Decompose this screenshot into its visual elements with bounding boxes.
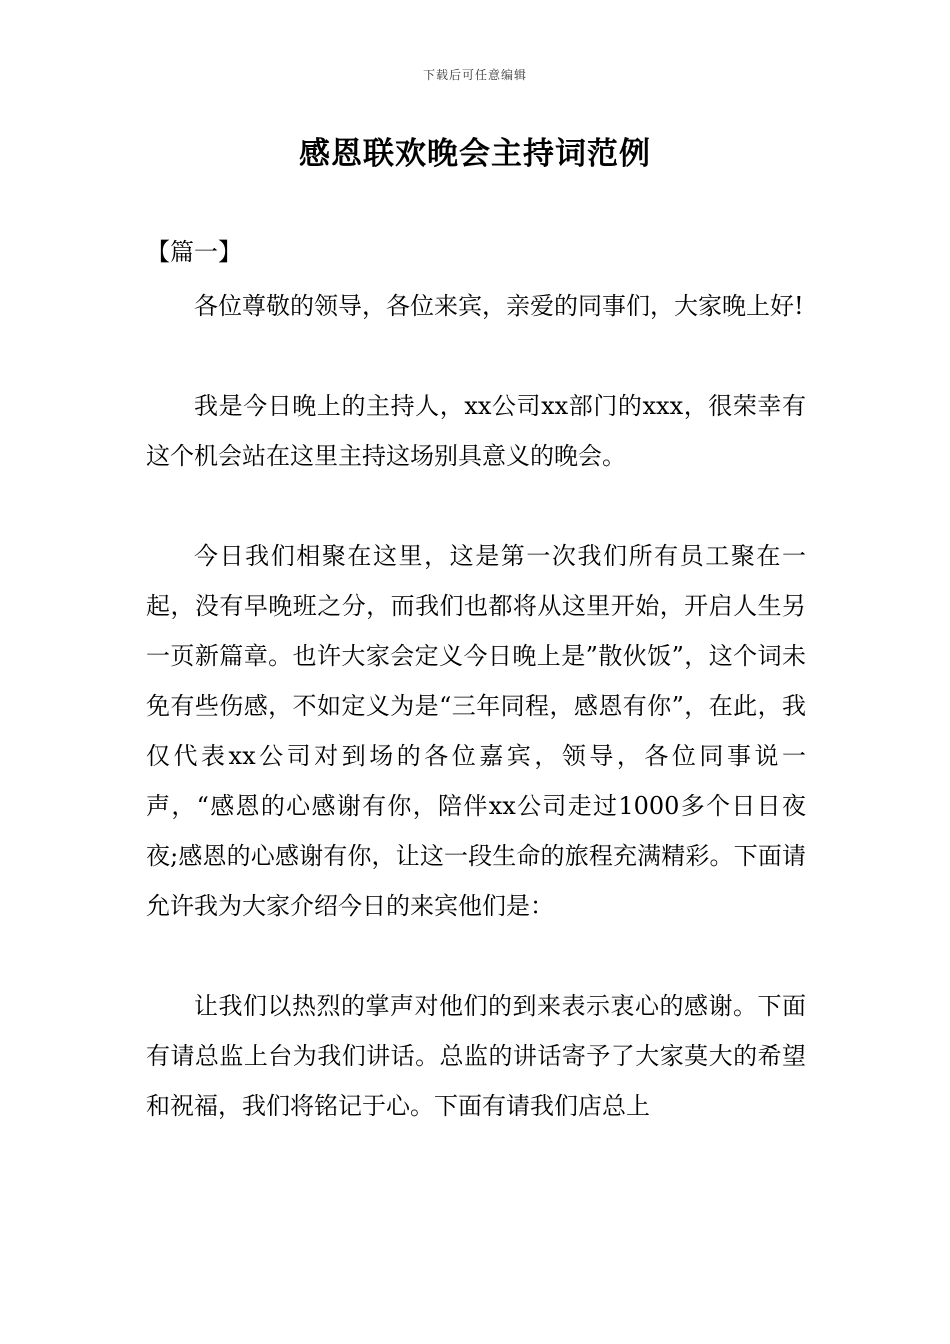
paragraph-2: 我是今日晚上的主持人，xx公司xx部门的xxx，很荣幸有这个机会站在这里主持这场别具意义的晚会。 xyxy=(146,392,806,470)
paragraph-3: 今日我们相聚在这里，这是第一次我们所有员工聚在一起，没有早晚班之分，而我们也都将从这里开始，开启人生另一页新篇章。也许大家会定义今日晚上是”散伙饭”，这个词未免有些伤感，不如定义为是“三年同程，感恩有你”，在此，我仅代表xx公司对到场的各位嘉宾，领导，各位同事说一声，“感恩的心感谢有你，陪伴xx公司走过1000多个日日夜夜;感恩的心感谢有你，让这一段生命的旅程充满精彩。下面请允许我为大家介绍今日的来宾他们是： xyxy=(146,542,806,920)
paragraph-1: 各位尊敬的领导，各位来宾，亲爱的同事们，大家晚上好! xyxy=(194,292,804,320)
paragraph-4: 让我们以热烈的掌声对他们的到来表示衷心的感谢。下面有请总监上台为我们讲话。总监的讲话寄予了大家莫大的希望和祝福，我们将铭记于心。下面有请我们店总上 xyxy=(146,992,806,1120)
document-title: 感恩联欢晚会主持词范例 xyxy=(299,136,651,172)
document-body xyxy=(146,281,806,1131)
header-note: 下载后可任意编辑 xyxy=(422,68,527,82)
section-label: 【篇一】 xyxy=(146,238,242,266)
